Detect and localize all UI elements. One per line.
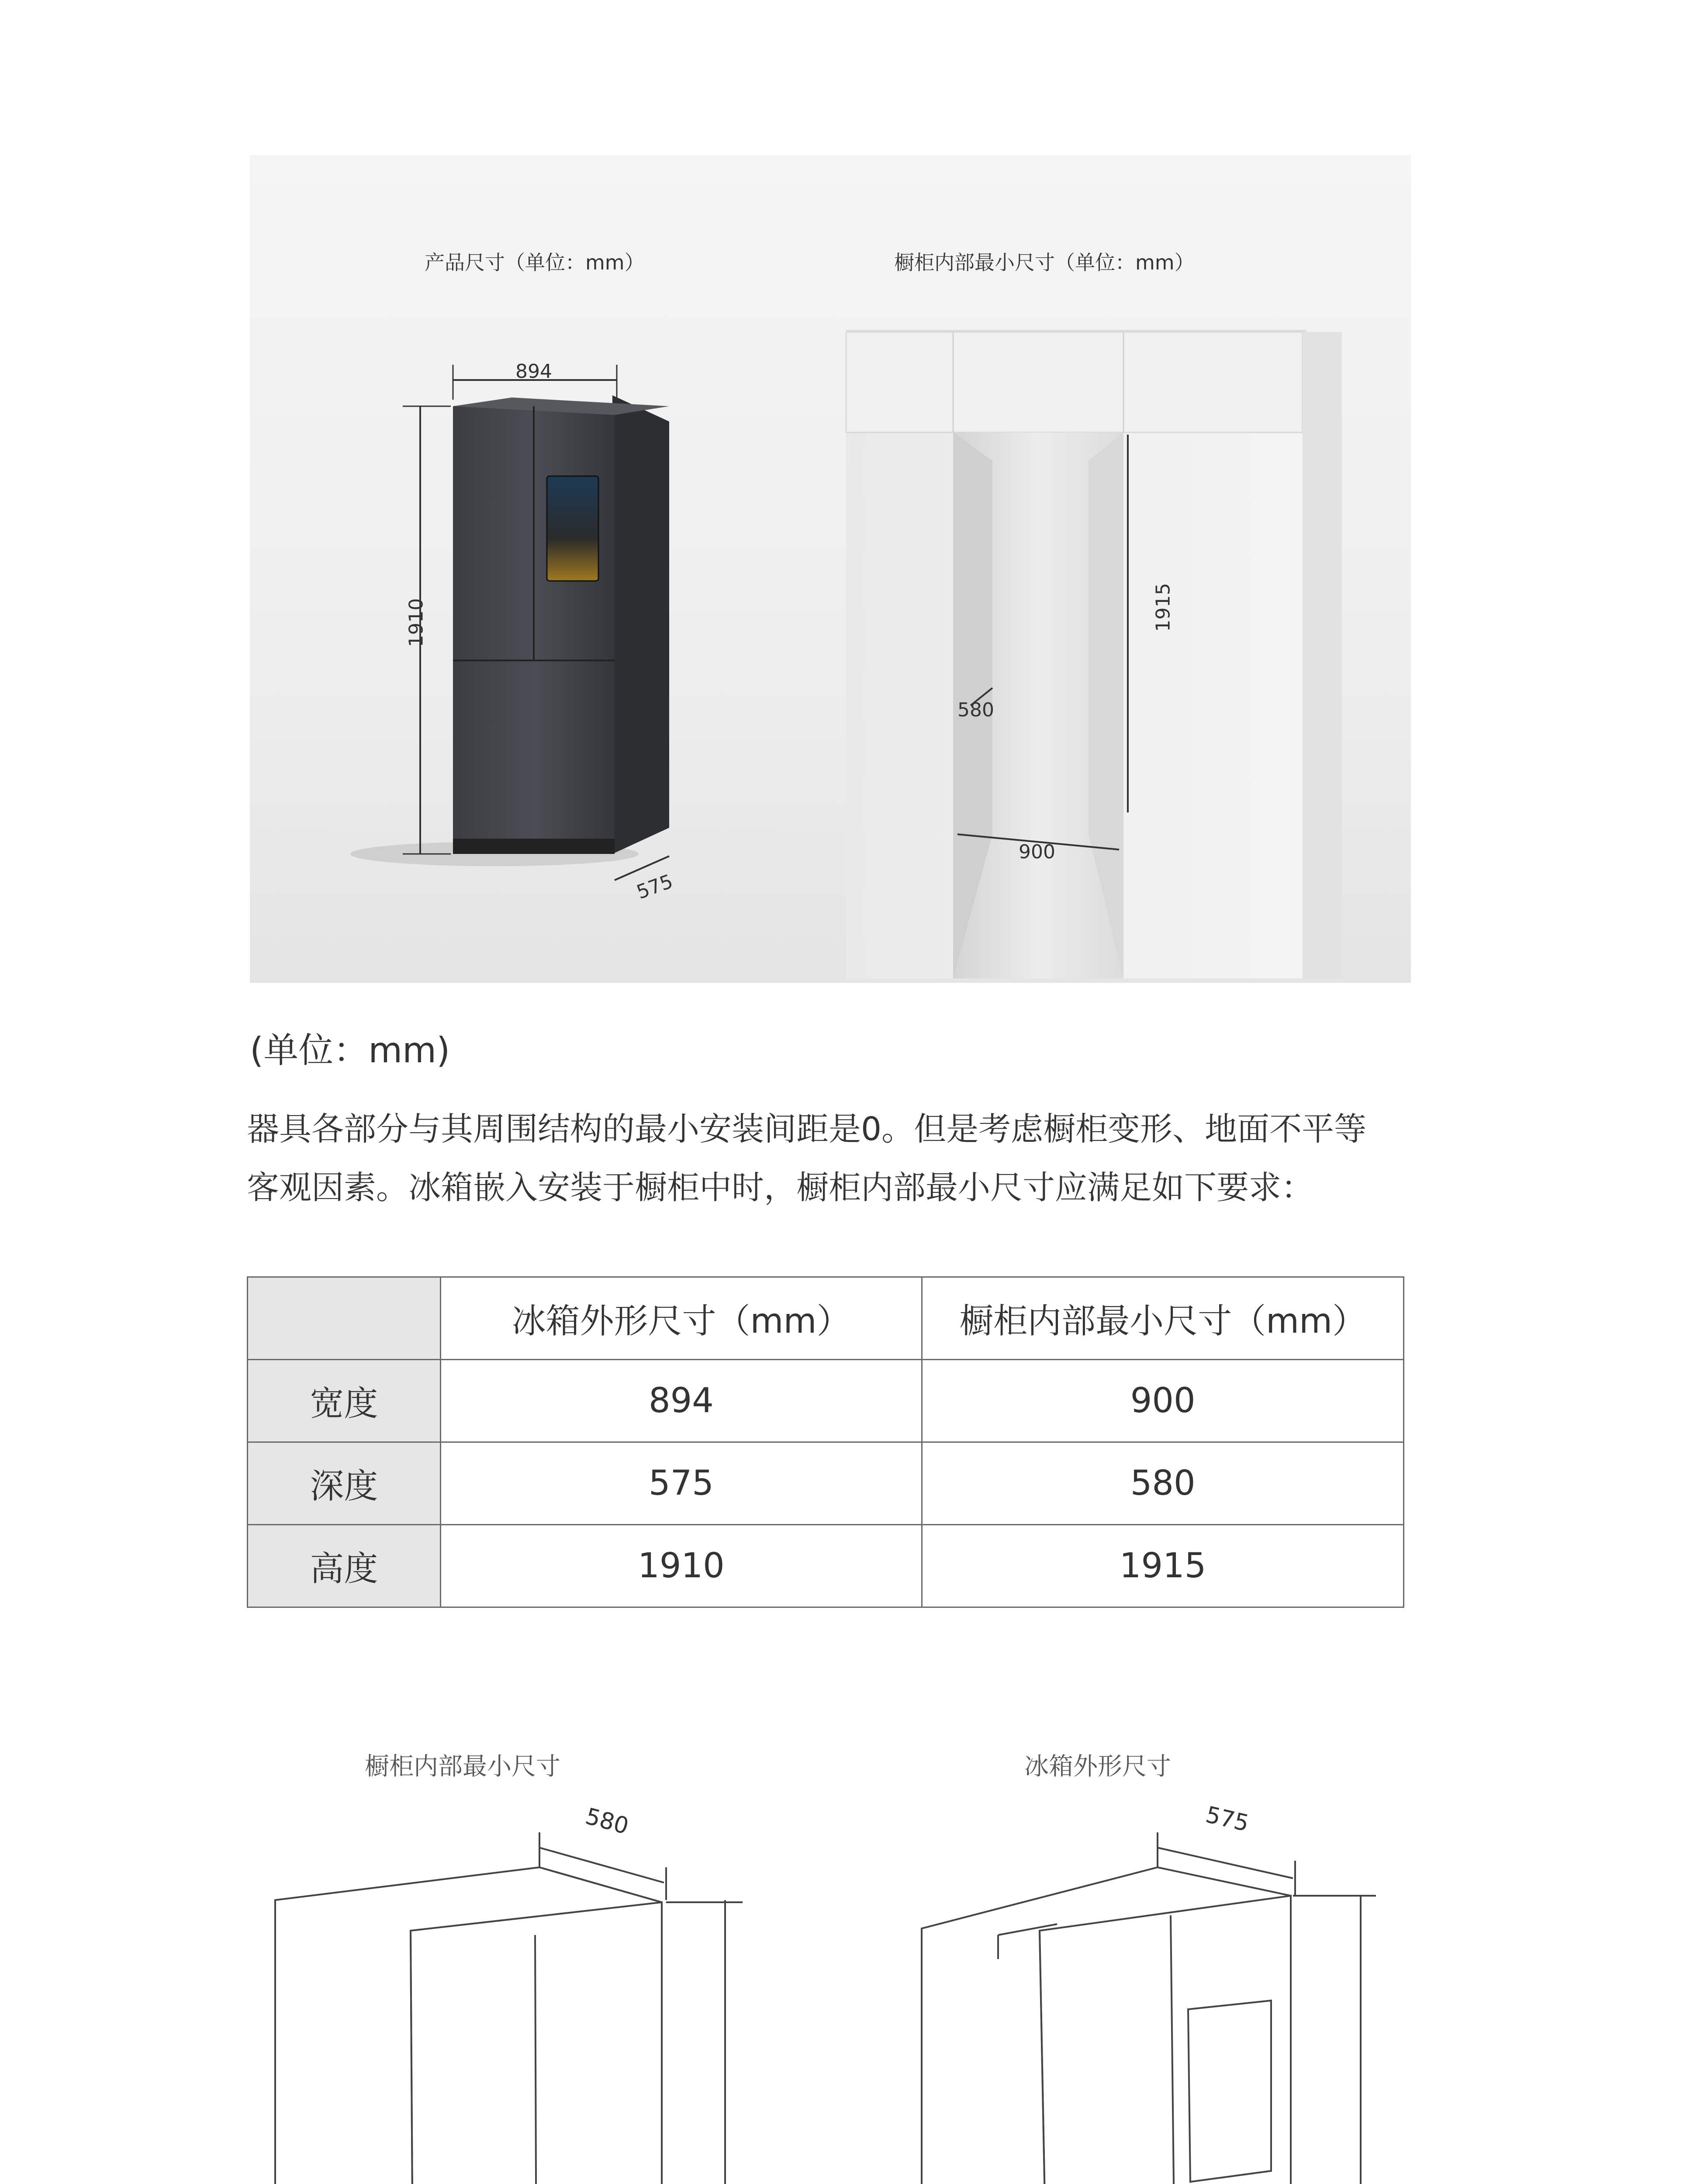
table-row [248, 1360, 1404, 1442]
drawing-fridge-depth-label: 575 [1203, 1801, 1251, 1837]
line-drawing [0, 1791, 1690, 2184]
drawing-caption-fridge: 冰箱外形尺寸 [1024, 1752, 1171, 1781]
table-header-row [248, 1277, 1404, 1360]
table-header-cell: 橱柜内部最小尺寸（mm） [922, 1277, 1404, 1360]
photo-fridge-width-label: 894 [515, 360, 552, 383]
table-row [248, 1442, 1404, 1525]
photo-fridge-depth-label: 575 [633, 870, 676, 904]
drawing-caption-cabinet: 橱柜内部最小尺寸 [365, 1752, 560, 1781]
table-cell: 580 [922, 1442, 1404, 1525]
photo-cabinet-width-label: 900 [1019, 841, 1055, 863]
intro-line-2: 客观因素。冰箱嵌入安装于橱柜中时，橱柜内部最小尺寸应满足如下要求： [247, 1169, 1313, 1206]
intro-line-1: 器具各部分与其周围结构的最小安装间距是0。但是考虑橱柜变形、地面不平等 [247, 1110, 1367, 1148]
photo-cabinet-height-label: 1915 [1152, 583, 1175, 632]
table-cell: 575 [440, 1442, 922, 1525]
table-cell: 894 [440, 1360, 922, 1442]
photo-caption-product: 产品尺寸（单位：mm） [425, 251, 645, 274]
photo-cabinet-depth-label: 580 [957, 699, 994, 721]
product-photo-panel [250, 155, 1411, 983]
table-header-cell: 冰箱外形尺寸（mm） [440, 1277, 922, 1360]
drawing-cabinet-depth-label: 580 [582, 1803, 632, 1840]
unit-note: (单位：mm) [250, 1030, 450, 1071]
photo-fridge-height-label: 1910 [405, 598, 428, 647]
table-cell: 1910 [440, 1525, 922, 1607]
table-row-label: 深度 [248, 1442, 441, 1525]
table-cell: 1915 [922, 1525, 1404, 1607]
table-row-label: 高度 [248, 1525, 441, 1607]
intro-paragraph [247, 1100, 1426, 1217]
table-header-cell [248, 1277, 441, 1360]
table-cell: 900 [922, 1360, 1404, 1442]
photo-caption-cabinet: 橱柜内部最小尺寸（单位：mm） [894, 251, 1195, 274]
table-row-label: 宽度 [248, 1360, 441, 1442]
photo-illustration [250, 155, 1411, 983]
dimension-table [247, 1276, 1404, 1608]
table-row [248, 1525, 1404, 1607]
